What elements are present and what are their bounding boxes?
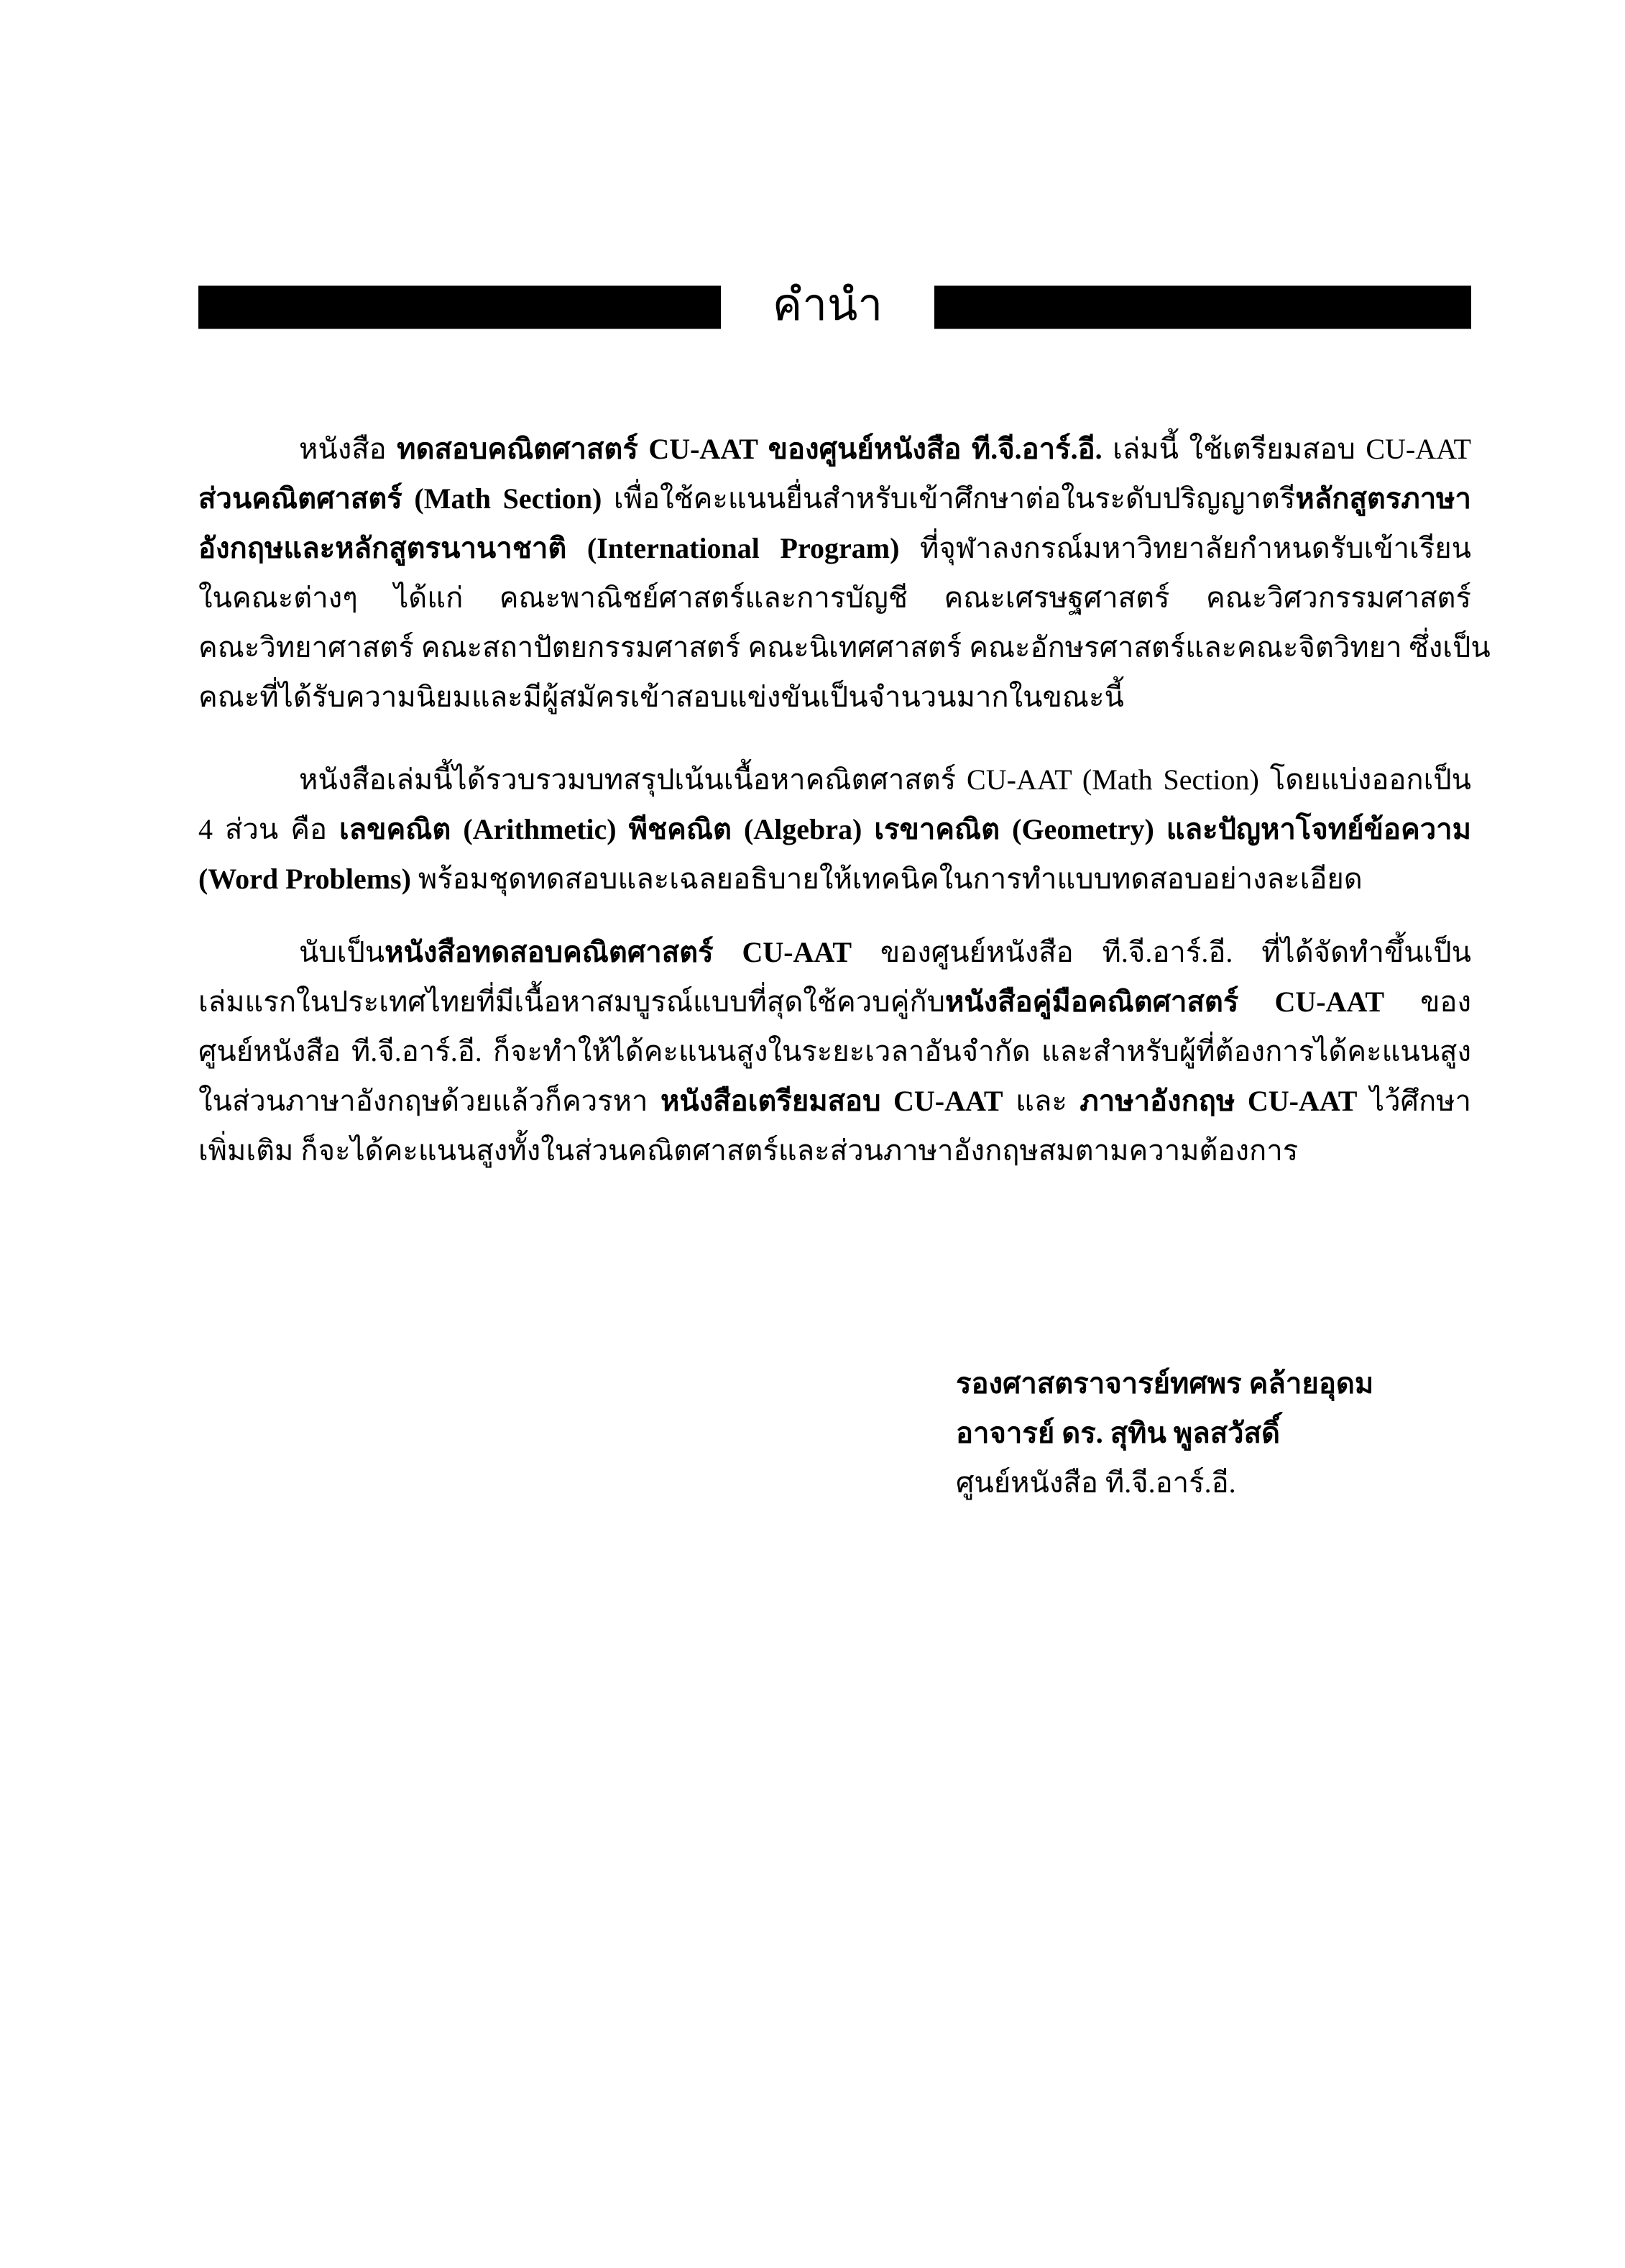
text-segment: เพิ่มเติม ก็จะได้คะแนนสูงทั้งในส่วนคณิตศาสตร์และส่วนภาษาอังกฤษสมตามความต้องการ — [198, 1134, 1299, 1167]
text-line — [198, 977, 1471, 1027]
text-line — [198, 1027, 1471, 1076]
bold-text: อังกฤษและหลักสูตรนานาชาติ (International Program) — [198, 532, 900, 564]
signature-block — [956, 1359, 1459, 1507]
text-segment: ในคณะต่างๆ ได้แก่ คณะพาณิชย์ศาสตร์และการบัญชี คณะเศรษฐศาสตร์ คณะวิศวกรรมศาสตร์ — [198, 582, 1471, 614]
bold-text: ทดสอบคณิตศาสตร์ CU-AAT ของศูนย์หนังสือ ที.จี.อาร์.อี. — [397, 433, 1102, 465]
text-segment: ในส่วนภาษาอังกฤษด้วยแล้วก็ควรหา — [198, 1085, 661, 1117]
text-line — [198, 804, 1471, 854]
bold-text: หลักสูตรภาษา — [1295, 482, 1471, 515]
bold-text: หนังสือทดสอบคณิตศาสตร์ CU-AAT — [385, 936, 852, 968]
text-segment: คณะที่ได้รับความนิยมและมีผู้สมัครเข้าสอบแข่งขันเป็นจำนวนมากในขณะนี้ — [198, 681, 1124, 713]
text-segment: เล่มนี้ ใช้เตรียมสอบ CU-AAT — [1102, 433, 1471, 465]
page-title: คำนำ — [772, 281, 883, 330]
bold-text: หนังสือเตรียมสอบ CU-AAT — [660, 1085, 1003, 1117]
text-line — [198, 474, 1471, 523]
text-segment: ที่จุฬาลงกรณ์มหาวิทยาลัยกำหนดรับเข้าเรียน — [899, 532, 1471, 564]
bold-text: ส่วนคณิตศาสตร์ (Math Section) — [198, 482, 602, 515]
text-segment: คณะวิทยาศาสตร์ คณะสถาปัตยกรรมศาสตร์ คณะนิเทศศาสตร์ คณะอักษรศาสตร์และคณะจิตวิทยา ซึ่งเป็น — [198, 631, 1491, 664]
text-segment: พร้อมชุดทดสอบและเฉลยอธิบายให้เทคนิคในการทำแบบทดสอบอย่างละเอียด — [410, 863, 1363, 895]
text-segment: เล่มแรกในประเทศไทยที่มีเนื้อหาสมบูรณ์แบบที่สุดใช้ควบคู่กับ — [198, 986, 945, 1018]
header-bar-left — [198, 285, 721, 329]
author-2: อาจารย์ ดร. สุทิน พูลสวัสดิ์ — [956, 1417, 1281, 1449]
text-line — [198, 623, 1491, 672]
bold-text: หนังสือคู่มือคณิตศาสตร์ CU-AAT — [944, 986, 1385, 1018]
bold-text: เลขคณิต (Arithmetic) พีชคณิต (Algebra) เรขาคณิต (Geometry) และปัญหาโจทย์ข้อความ — [339, 813, 1472, 845]
text-segment: หนังสือ — [299, 433, 397, 465]
text-line — [198, 1126, 1471, 1175]
text-segment: หนังสือเล่มนี้ได้รวบรวมบทสรุปเน้นเนื้อหาคณิตศาสตร์ CU-AAT (Math Section) โดยแบ่งออกเป็น — [299, 763, 1471, 796]
text-line — [198, 927, 1471, 977]
text-line — [198, 523, 1471, 573]
preface-header — [198, 282, 1471, 332]
author-1: รองศาสตราจารย์ทศพร คล้ายอุดม — [956, 1367, 1374, 1400]
text-line — [198, 573, 1471, 623]
text-line — [198, 1076, 1471, 1126]
text-segment: เพื่อใช้คะแนนยื่นสำหรับเข้าศึกษาต่อในระดับปริญญาตรี — [602, 482, 1296, 515]
text-segment: ศูนย์หนังสือ ที.จี.อาร์.อี. ก็จะทำให้ได้คะแนนสูงในระยะเวลาอันจำกัด และสำหรับผู้ที่ต้องการได้คะแนนสูง — [198, 1035, 1471, 1068]
text-line — [198, 424, 1471, 474]
text-line — [198, 854, 1471, 904]
header-bar-right — [934, 285, 1471, 329]
text-line — [198, 672, 1471, 722]
text-segment: และ — [1003, 1085, 1080, 1117]
text-segment: ของ — [1384, 986, 1471, 1018]
publisher: ศูนย์หนังสือ ที.จี.อาร์.อี. — [956, 1466, 1236, 1499]
text-segment: 4 ส่วน คือ — [198, 813, 339, 845]
bold-text: ภาษาอังกฤษ CU-AAT — [1080, 1085, 1358, 1117]
text-segment: นับเป็น — [299, 936, 385, 968]
text-segment: ไว้ศึกษา — [1357, 1085, 1472, 1117]
text-line — [198, 755, 1471, 804]
text-segment: ของศูนย์หนังสือ ที.จี.อาร์.อี. ที่ได้จัดทำขึ้นเป็น — [852, 936, 1472, 968]
bold-text: (Word Problems) — [198, 863, 411, 895]
